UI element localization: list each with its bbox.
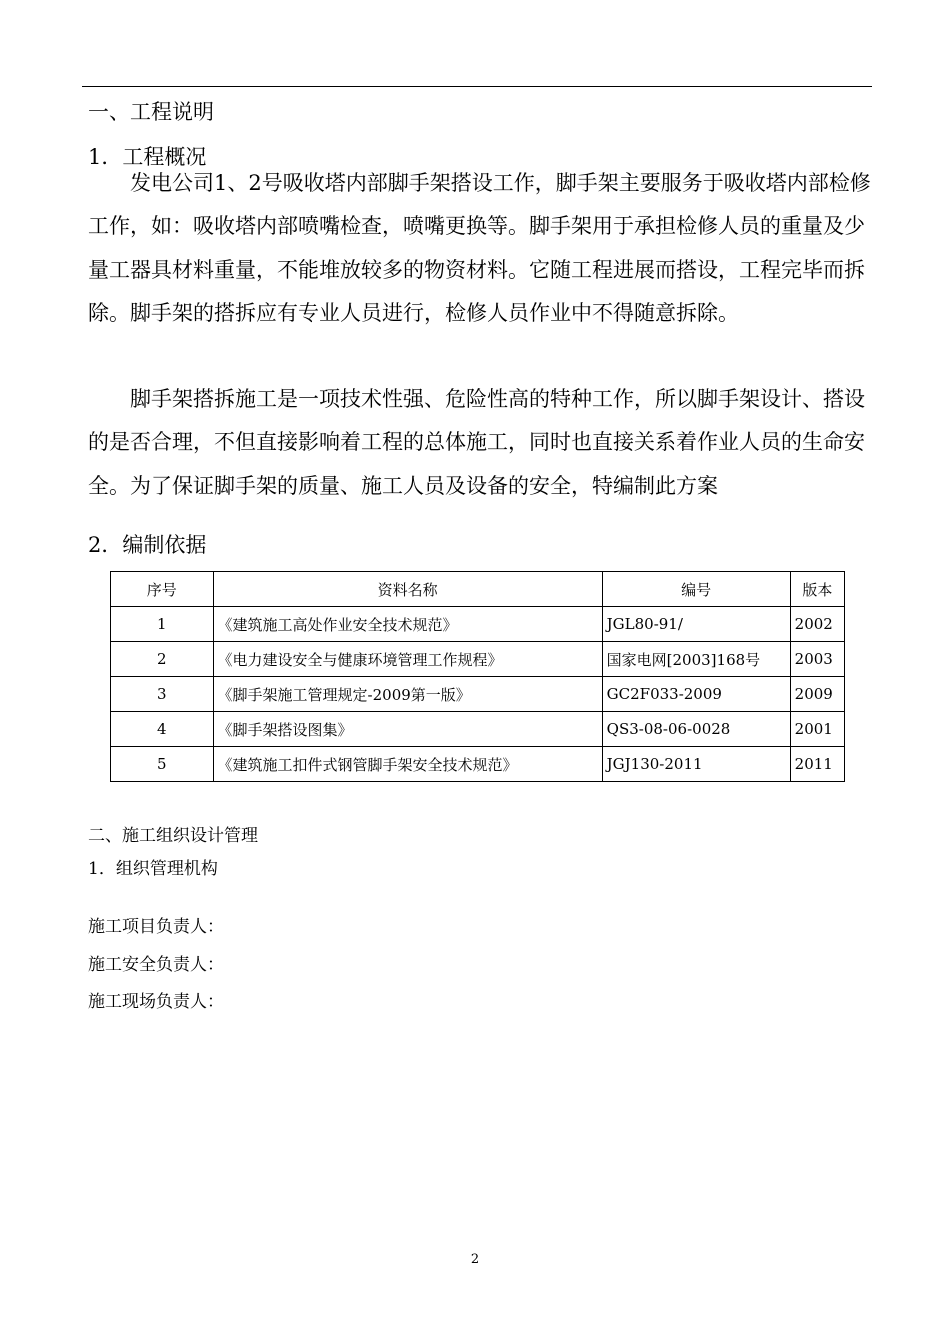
page-number: 2 [470, 1252, 480, 1267]
row-num: 2 [111, 642, 214, 677]
purpose-paragraph: 脚手架搭拆施工是一项技术性强、危险性高的特种工作，所以脚手架设计、搭设的是否合理，不但直接影响着工程的总体施工，同时也直接关系着作业人员的生命安全。为了保证脚手架的质量、施工人员及设备的安全，特编制此方案 [88, 387, 865, 498]
row-version: 2003 [790, 642, 844, 677]
row-name: 《建筑施工扣件式钢管脚手架安全技术规范》 [213, 747, 602, 782]
header-name: 资料名称 [213, 572, 602, 607]
table-row [111, 642, 845, 677]
org-heading: 1．组织管理机构 [88, 859, 218, 879]
role-site-lead: 施工现场负责人： [88, 992, 224, 1012]
table-row [111, 677, 845, 712]
header-version: 版本 [790, 572, 844, 607]
basis-heading: 2．编制依据 [88, 533, 207, 557]
table-row [111, 747, 845, 782]
table-header-row [111, 572, 845, 607]
row-name: 《建筑施工高处作业安全技术规范》 [213, 607, 602, 642]
row-code: JGJ130-2011 [602, 747, 790, 782]
row-num: 4 [111, 712, 214, 747]
role-safety-lead: 施工安全负责人： [88, 955, 224, 975]
row-code: GC2F033-2009 [602, 677, 790, 712]
reference-table [110, 571, 845, 782]
section2-heading: 二、施工组织设计管理 [88, 826, 258, 846]
row-name: 《脚手架施工管理规定-2009第一版》 [213, 677, 602, 712]
table-row [111, 712, 845, 747]
row-num: 3 [111, 677, 214, 712]
row-version: 2009 [790, 677, 844, 712]
row-code: QS3-08-06-0028 [602, 712, 790, 747]
section1-heading: 一、工程说明 [88, 100, 214, 124]
overview-heading: 1．工程概况 [88, 145, 207, 169]
header-rule [82, 86, 872, 87]
row-code: 国家电网[2003]168号 [602, 642, 790, 677]
header-code: 编号 [602, 572, 790, 607]
overview-paragraph: 发电公司1、2号吸收塔内部脚手架搭设工作，脚手架主要服务于吸收塔内部检修工作，如：吸收塔内部喷嘴检查，喷嘴更换等。脚手架用于承担检修人员的重量及少量工器具材料重量，不能堆放较多的物资材料。它随工程进展而搭设，工程完毕而拆除。脚手架的搭拆应有专业人员进行，检修人员作业中不得随意拆除。 [88, 171, 871, 325]
row-name: 《电力建设安全与健康环境管理工作规程》 [213, 642, 602, 677]
row-version: 2001 [790, 712, 844, 747]
header-num: 序号 [111, 572, 214, 607]
row-code: JGL80-91/ [602, 607, 790, 642]
row-version: 2011 [790, 747, 844, 782]
role-project-lead: 施工项目负责人： [88, 917, 224, 937]
table-row [111, 607, 845, 642]
row-version: 2002 [790, 607, 844, 642]
row-num: 5 [111, 747, 214, 782]
row-num: 1 [111, 607, 214, 642]
row-name: 《脚手架搭设图集》 [213, 712, 602, 747]
